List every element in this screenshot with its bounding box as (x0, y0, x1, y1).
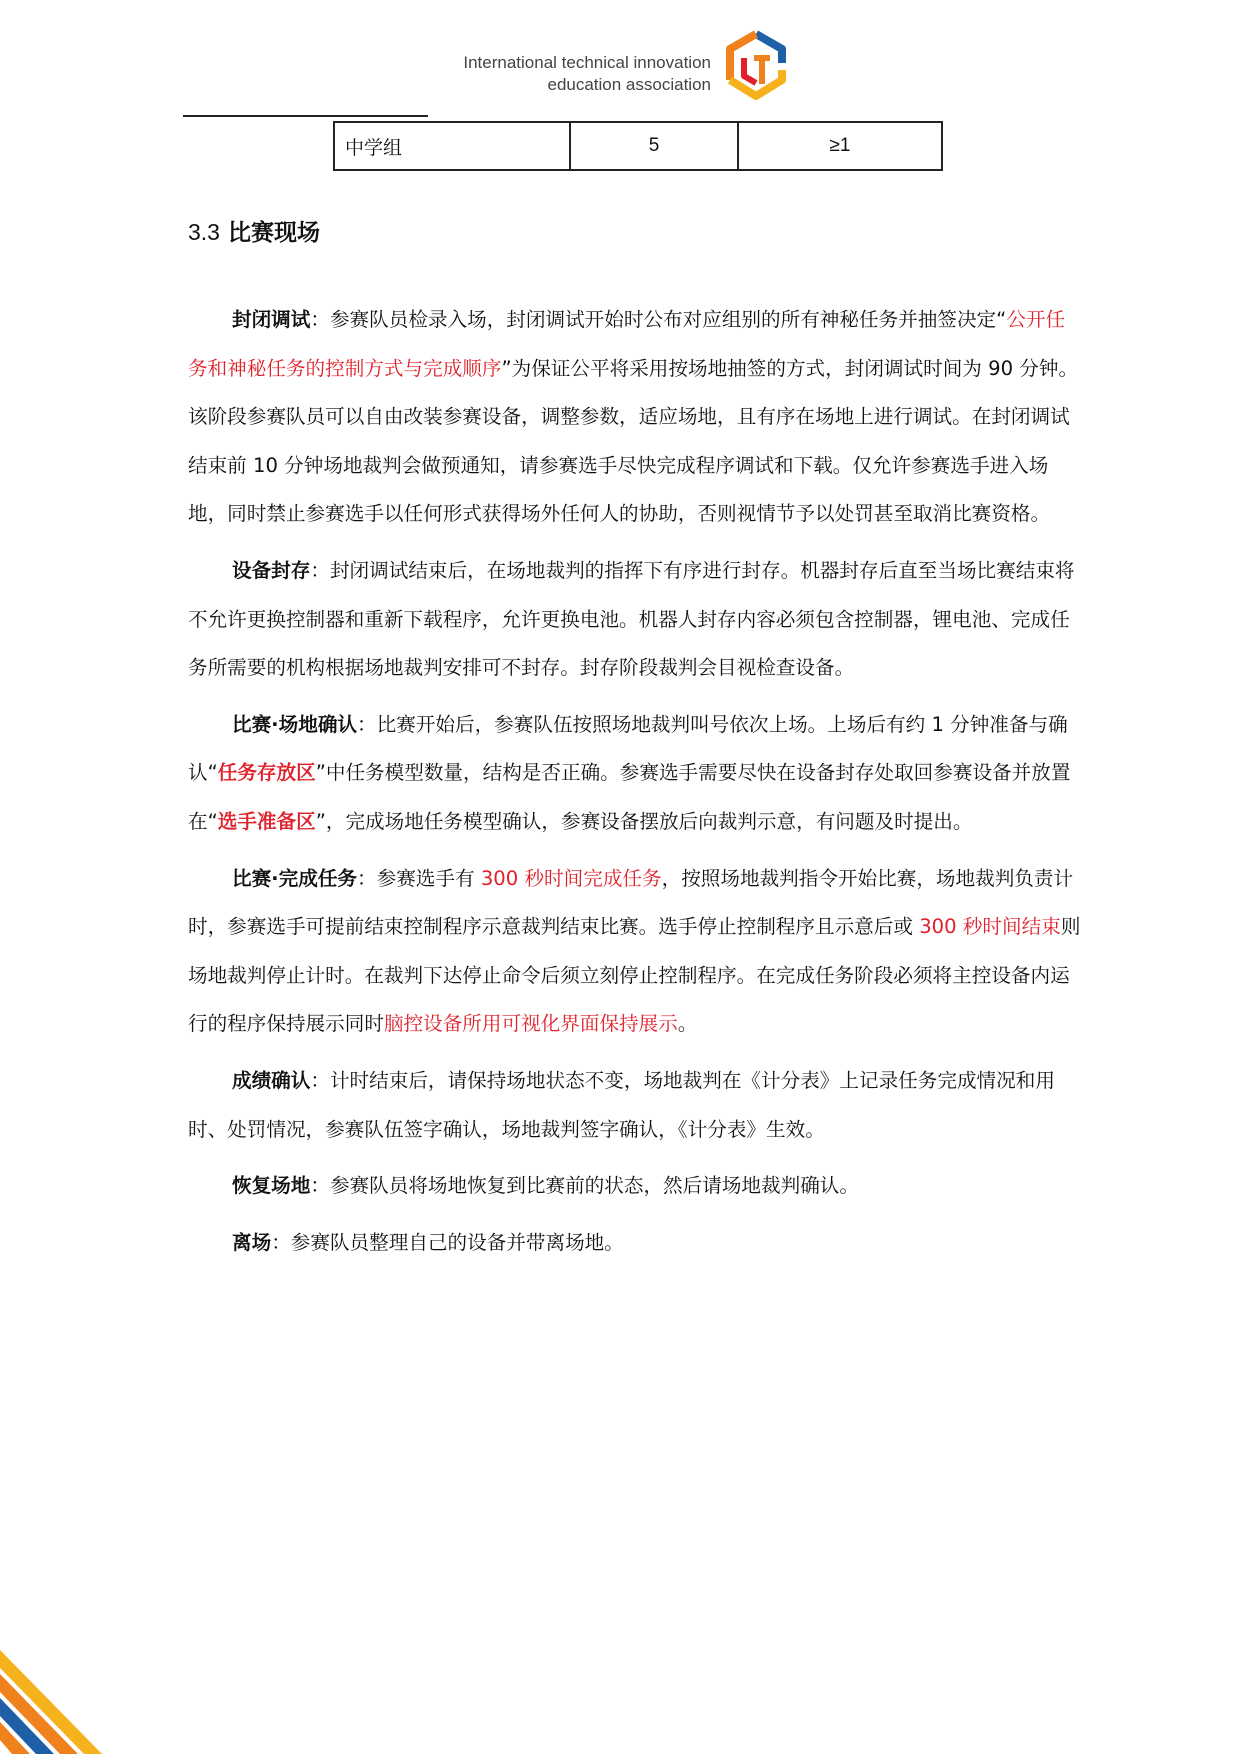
participants-table (333, 121, 943, 171)
paragraph-text: ”为保证公平将采用按场地抽签的方式，封闭调试时间为 90 分钟。该阶段参赛队员可以自由改装参赛设备，调整参数，适应场地，且有序在场地上进行调试。在封闭调试结束前 10 分钟场地裁判会做预通知，请参赛选手尽快完成程序调试和下载。仅允许参赛选手进入场地，同时禁止参赛选手以任何形式获得场外任何人的协助，否则视情节予以处罚甚至取消比赛资格。 (188, 356, 1079, 526)
page-header (0, 0, 1241, 120)
paragraph-text: 。 (677, 1012, 698, 1036)
paragraph-text: ”中任务模型数量，结构是否正确。参赛选手需要尽快在设备封存处取回参赛设备并放置在“ (188, 761, 1071, 833)
corner-stripes-icon (0, 1640, 120, 1754)
highlight-text: 公开任务和神秘任务的控制方式与完成顺序 (188, 308, 1066, 380)
paragraph-label: 设备封存 (232, 558, 311, 582)
highlight-text: 300 秒时间完成任务 (480, 866, 662, 890)
section-title-text: 比赛现场 (227, 220, 320, 246)
paragraph-leave-field (188, 1219, 1083, 1268)
highlight-text: 脑控设备所用可视化界面保持展示 (383, 1012, 678, 1036)
highlight-text: 任务存放区 (217, 761, 316, 785)
paragraph-text: ：参赛队员整理自己的设备并带离场地。 (271, 1230, 624, 1254)
paragraph-label: 恢复场地 (232, 1174, 311, 1198)
paragraph-text: ：参赛队员将场地恢复到比赛前的状态，然后请场地裁判确认。 (310, 1174, 859, 1198)
paragraph-text: ：参赛选手有 (357, 866, 481, 890)
paragraph-equipment-sealing (188, 547, 1083, 693)
paragraph-text: ，按照场地裁判指令开始比赛，场地裁判负责计时，参赛选手可提前结束控制程序示意裁判结束比赛。选手停止控制程序且示意后或 (188, 866, 1074, 939)
paragraph-text: ：参赛队员检录入场，封闭调试开始时公布对应组别的所有神秘任务并抽签决定“ (310, 308, 1007, 331)
table-row (334, 122, 942, 170)
paragraph-text: 则场地裁判停止计时。在裁判下达停止命令后须立刻停止控制程序。在完成任务阶段必须将主控设备内运行的程序保持展示同时 (188, 915, 1081, 1036)
table-cell-col2: 5 (570, 122, 738, 170)
paragraph-restore-field (188, 1162, 1083, 1211)
org-name-line2: education association (547, 75, 711, 94)
section-title (188, 214, 320, 247)
highlight-text: 选手准备区 (217, 809, 316, 833)
header-rule (183, 115, 428, 117)
paragraph-text: ：计时结束后，请保持场地状态不变，场地裁判在《计分表》上记录任务完成情况和用时、处罚情况，参赛队伍签字确认，场地裁判签字确认，《计分表》生效。 (188, 1068, 1055, 1141)
paragraph-complete-tasks (188, 855, 1083, 1049)
paragraph-text: ：比赛开始后，参赛队伍按照场地裁判叫号依次上场。上场后有约 1 分钟准备与确认“ (188, 712, 1068, 785)
table-cell-col3: ≥1 (738, 122, 942, 170)
paragraph-closed-debug (188, 296, 1083, 539)
table-cell-group: 中学组 (334, 122, 570, 170)
paragraph-label: 离场 (232, 1230, 272, 1254)
paragraph-field-confirmation (188, 701, 1083, 847)
paragraph-label: 成绩确认 (232, 1068, 311, 1092)
paragraph-label: 封闭调试 (232, 308, 311, 331)
body-text (188, 296, 1083, 1275)
highlight-text: 300 秒时间结束 (919, 915, 1061, 939)
org-name (463, 52, 711, 96)
org-name-line1: International technical innovation (463, 53, 711, 72)
section-number: 3.3 (188, 219, 220, 245)
paragraph-score-confirmation (188, 1057, 1083, 1154)
paragraph-text: ：封闭调试结束后，在场地裁判的指挥下有序进行封存。机器封存后直至当场比赛结束将不允许更换控制器和重新下载程序，允许更换电池。机器人封存内容必须包含控制器，锂电池、完成任务所需要的机构根据场地裁判安排可不封存。封存阶段裁判会目视检查设备。 (188, 558, 1075, 680)
itiea-logo-icon (718, 28, 794, 104)
paragraph-label: 比赛·完成任务 (232, 866, 358, 890)
paragraph-text: ”，完成场地任务模型确认，参赛设备摆放后向裁判示意，有问题及时提出。 (315, 809, 973, 833)
paragraph-label: 比赛·场地确认 (232, 712, 358, 736)
